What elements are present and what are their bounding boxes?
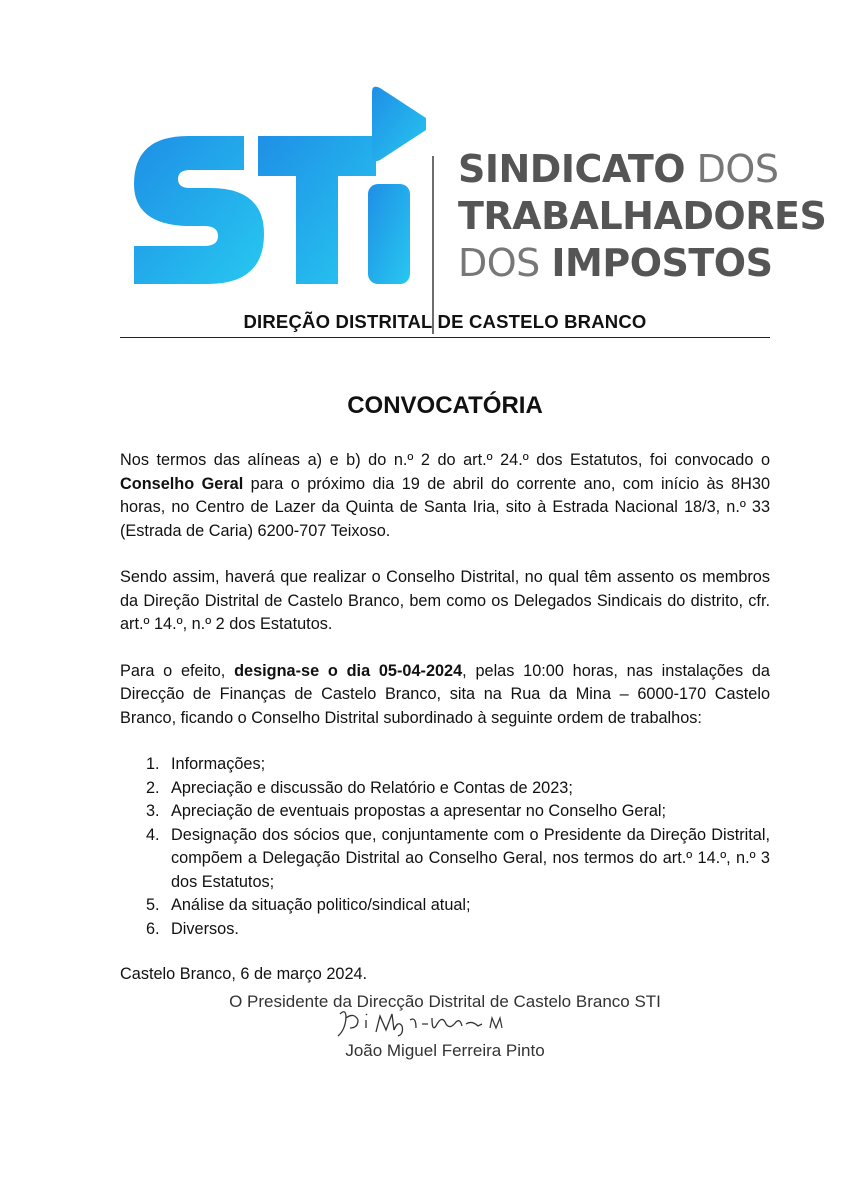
agenda-text: Apreciação de eventuais propostas a apresentar no Conselho Geral; bbox=[171, 802, 667, 820]
document-title: CONVOCATÓRIA bbox=[347, 392, 543, 419]
agenda-number: 1. bbox=[146, 755, 160, 773]
agenda-text: Análise da situação politico/sindical atual; bbox=[171, 896, 471, 914]
agenda-list bbox=[120, 753, 770, 941]
agenda-item bbox=[120, 753, 770, 777]
agenda-text: Diversos. bbox=[171, 919, 239, 938]
p3-bold: designa-se o dia 05-04-2024 bbox=[234, 661, 463, 680]
agenda-text: Apreciação e discussão do Relatório e Contas de 2023; bbox=[171, 778, 573, 797]
paragraph-1 bbox=[120, 449, 770, 543]
logo-line1-light: DOS bbox=[696, 147, 779, 191]
sti-logo bbox=[126, 84, 827, 294]
paragraph-3 bbox=[120, 660, 770, 731]
signatory-name: João Miguel Ferreira Pinto bbox=[345, 1041, 545, 1060]
p1-bold: Conselho Geral bbox=[120, 474, 244, 493]
agenda-number: 5. bbox=[146, 896, 160, 914]
agenda-text: Informações; bbox=[171, 755, 266, 773]
signatory-title: O Presidente da Direcção Distrital de Castelo Branco STI bbox=[229, 992, 661, 1011]
agenda-number: 6. bbox=[146, 919, 160, 938]
header-rule bbox=[120, 337, 770, 338]
logo-line3-bold: IMPOSTOS bbox=[551, 241, 773, 285]
agenda-number: 2. bbox=[146, 778, 160, 797]
p3-text-a: Para o efeito, bbox=[120, 661, 235, 680]
agenda-text: Designação dos sócios que, conjuntamente com o Presidente da Direção Distrital, compõem a Delegação Distrital ao Conselho Geral, nos termos do art.º 14.º, n.º 3 dos Estatutos; bbox=[171, 825, 770, 891]
logo-wordmark bbox=[458, 146, 826, 287]
sti-logo-mark bbox=[126, 84, 426, 294]
agenda-number: 4. bbox=[146, 825, 160, 844]
place-date: Castelo Branco, 6 de março 2024. bbox=[120, 965, 368, 983]
district-heading: DIREÇÃO DISTRITAL DE CASTELO BRANCO bbox=[243, 311, 647, 332]
agenda-item bbox=[120, 800, 770, 824]
p1-text-a: Nos termos das alíneas a) e b) do n.º 2 do art.º 24.º dos Estatutos, foi convocado o bbox=[120, 451, 770, 469]
agenda-item bbox=[120, 894, 770, 918]
agenda-item bbox=[120, 824, 770, 895]
document-body bbox=[120, 449, 770, 1010]
logo-divider bbox=[432, 156, 434, 334]
agenda-number: 3. bbox=[146, 802, 160, 820]
agenda-item bbox=[120, 918, 770, 942]
logo-line2-bold: TRABALHADORES bbox=[458, 194, 827, 238]
p1-text-b: para o próximo dia 19 de abril do corrente ano, com início às 8H30 horas, no Centro de Lazer da Quinta de Santa Iria, sito à Estrada Nacional 18/3, n.º 33 (Estrada de Caria) 6200-707 Teixoso. bbox=[120, 474, 770, 540]
handwritten-signature bbox=[332, 1006, 522, 1040]
paragraph-2: Sendo assim, haverá que realizar o Conselho Distrital, no qual têm assento os membros da Direção Distrital de Castelo Branco, bem como os Delegados Sindicais do distrito, cfr. art.º 14.º, n.º 2 dos Estatutos. bbox=[120, 568, 770, 633]
p3-text-b: , pelas 10:00 horas, nas instalações da Direcção de Finanças de Castelo Branco, sita na Rua da Mina – 6000-170 Castelo Branco, ficando o Conselho Distrital subordinado à seguinte ordem de trabalhos: bbox=[120, 661, 770, 727]
logo-line1-bold: SINDICATO bbox=[458, 147, 686, 191]
logo-line3-light: DOS bbox=[458, 241, 540, 285]
agenda-item bbox=[120, 777, 770, 801]
